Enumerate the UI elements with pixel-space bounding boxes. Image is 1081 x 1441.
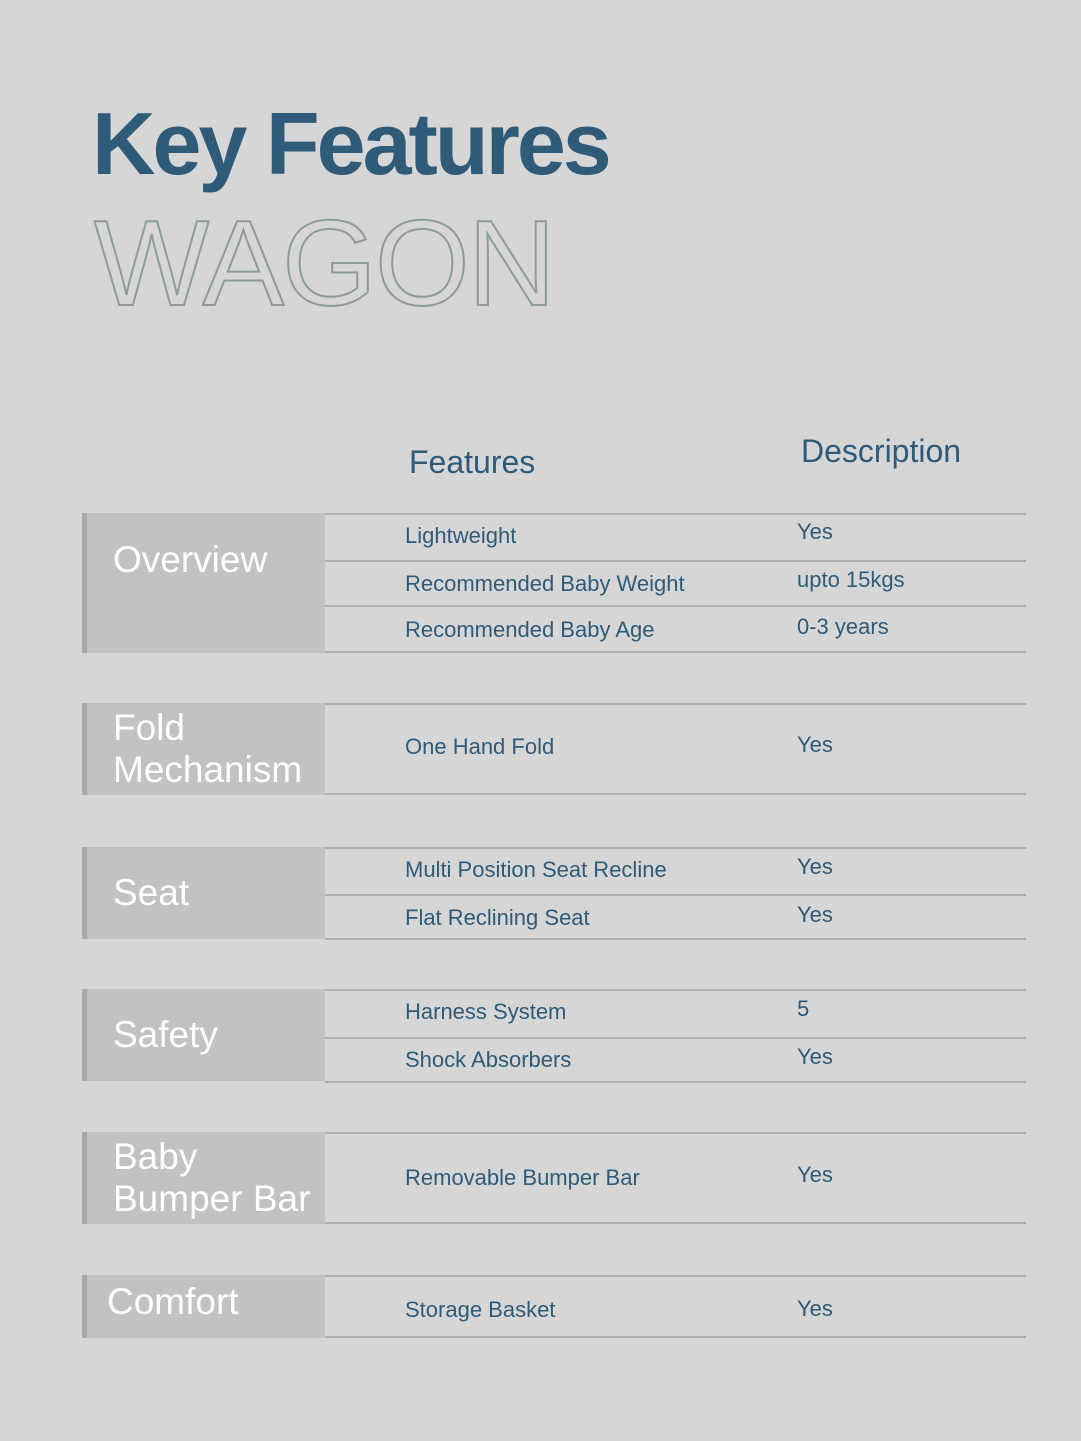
category-cell xyxy=(82,1132,325,1224)
category-label: Comfort xyxy=(107,1281,239,1322)
feature-value: Yes xyxy=(797,519,833,544)
feature-name: One Hand Fold xyxy=(405,734,555,759)
category-cell xyxy=(82,989,325,1081)
feature-rows xyxy=(325,1132,1026,1224)
column-header-features: Features xyxy=(409,444,536,480)
category-label: Overview xyxy=(113,539,268,580)
category-label: Baby Bumper Bar xyxy=(113,1136,311,1219)
category-label: Fold Mechanism xyxy=(113,707,303,790)
feature-rows xyxy=(325,989,1026,1081)
feature-name: Flat Reclining Seat xyxy=(405,905,590,930)
feature-name: Storage Basket xyxy=(405,1297,556,1322)
table-row xyxy=(325,1134,1026,1224)
feature-rows xyxy=(325,513,1026,653)
page-title: Key Features xyxy=(92,94,609,193)
category-cell xyxy=(82,513,325,653)
category-cell xyxy=(82,703,325,795)
feature-value: upto 15kgs xyxy=(797,567,905,592)
feature-name: Removable Bumper Bar xyxy=(405,1165,640,1190)
table-row xyxy=(325,607,1026,653)
feature-rows xyxy=(325,1275,1026,1338)
category-cell xyxy=(82,1275,325,1338)
feature-value: Yes xyxy=(797,1162,833,1187)
table-row xyxy=(325,896,1026,940)
feature-name: Recommended Baby Age xyxy=(405,617,655,642)
feature-value: Yes xyxy=(797,1296,833,1321)
feature-name: Recommended Baby Weight xyxy=(405,571,685,596)
section-fold-mechanism xyxy=(82,703,1026,795)
feature-value: Yes xyxy=(797,854,833,879)
category-label: Seat xyxy=(113,872,190,913)
feature-name: Shock Absorbers xyxy=(405,1047,572,1072)
table-row xyxy=(325,705,1026,795)
feature-name: Lightweight xyxy=(405,523,517,548)
feature-name: Harness System xyxy=(405,999,567,1024)
section-comfort xyxy=(82,1275,1026,1338)
table-row xyxy=(325,849,1026,896)
feature-name: Multi Position Seat Recline xyxy=(405,857,667,882)
table-row xyxy=(325,515,1026,562)
section-safety xyxy=(82,989,1026,1081)
section-overview xyxy=(82,513,1026,653)
product-name: WAGON xyxy=(94,195,554,331)
feature-value: Yes xyxy=(797,1044,833,1069)
feature-rows xyxy=(325,703,1026,795)
section-seat xyxy=(82,847,1026,939)
feature-value: 0-3 years xyxy=(797,614,889,639)
category-label: Safety xyxy=(113,1014,218,1055)
table-row xyxy=(325,991,1026,1039)
feature-value: Yes xyxy=(797,902,833,927)
category-cell xyxy=(82,847,325,939)
feature-value: Yes xyxy=(797,732,833,757)
column-header-description: Description xyxy=(801,433,962,469)
table-row xyxy=(325,562,1026,607)
section-baby-bumper-bar xyxy=(82,1132,1026,1224)
feature-value: 5 xyxy=(797,996,810,1021)
table-row xyxy=(325,1277,1026,1338)
table-row xyxy=(325,1039,1026,1083)
feature-rows xyxy=(325,847,1026,939)
